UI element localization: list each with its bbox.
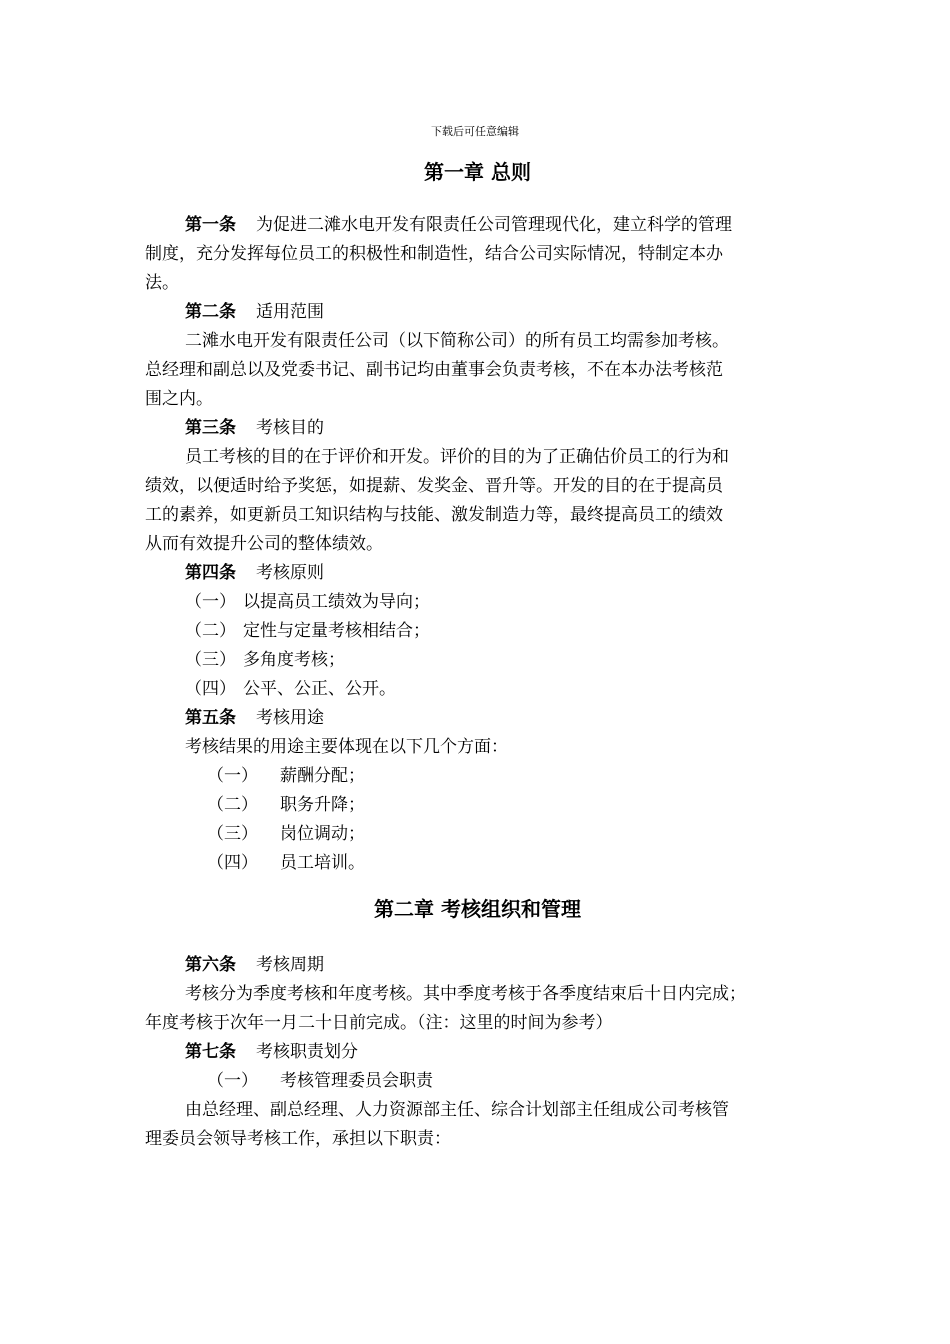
usage-item-number: （三） [207,824,258,844]
article-3-label: 第三条 [185,418,236,438]
document-body [145,156,810,1154]
article-7-subheading [145,1067,810,1096]
usage-item [145,849,810,878]
article-5-heading [145,704,810,733]
article-7-label: 第七条 [185,1042,236,1062]
article-1-label: 第一条 [185,215,236,235]
principle-item-number: （四） [185,679,236,699]
article-7-heading [145,1038,810,1067]
article-7-sub-text: 考核管理委员会职责 [280,1071,433,1091]
article-6-line-1: 考核分为季度考核和年度考核。其中季度考核于各季度结束后十日内完成； [185,984,746,1004]
article-6-heading-text: 考核周期 [256,955,324,975]
usage-item-text: 员工培训。 [280,853,365,873]
principle-item-number: （二） [185,621,236,641]
article-4-label: 第四条 [185,563,236,583]
principle-item-text: 多角度考核； [243,650,345,670]
article-3-heading [145,414,810,443]
principle-item [145,646,810,675]
article-2-label: 第二条 [185,302,236,322]
article-3-line-3: 工的素养，如更新员工知识结构与技能、激发制造力等，最终提高员工的绩效 [145,505,723,525]
article-4-heading-text: 考核原则 [256,563,324,583]
article-2-heading [145,298,810,327]
article-5-heading-text: 考核用途 [256,708,324,728]
article-6-heading [145,951,810,980]
chapter-1-title: 第一章 总则 [424,160,531,184]
principle-item [145,675,810,704]
usage-item-number: （四） [207,853,258,873]
principle-item-text: 公平、公正、公开。 [243,679,396,699]
article-4-heading [145,559,810,588]
principle-item-text: 以提高员工绩效为导向； [243,592,430,612]
article-2-line-3: 围之内。 [145,389,213,409]
principle-item-number: （三） [185,650,236,670]
usage-item-number: （一） [207,766,258,786]
article-5-label: 第五条 [185,708,236,728]
chapter-2-title: 第二章 考核组织和管理 [374,897,581,921]
usage-item [145,791,810,820]
usage-item [145,762,810,791]
article-2-line-2: 总经理和副总以及党委书记、副书记均由董事会负责考核，不在本办法考核范 [145,360,723,380]
article-6-line-2: 年度考核于次年一月二十日前完成。（注：这里的时间为参考） [145,1013,613,1033]
usage-item-text: 职务升降； [280,795,365,815]
principle-item-text: 定性与定量考核相结合； [243,621,430,641]
article-2-heading-text: 适用范围 [256,302,324,322]
principle-item [145,588,810,617]
article-3-line-2: 绩效，以便适时给予奖惩，如提薪、发奖金、晋升等。开发的目的在于提高员 [145,476,723,496]
usage-item [145,820,810,849]
usage-item-number: （二） [207,795,258,815]
article-1-line-2: 制度，充分发挥每位员工的积极性和制造性，结合公司实际情况，特制定本办 [145,244,723,264]
article-3-line-4: 从而有效提升公司的整体绩效。 [145,534,383,554]
article-7-line-2: 理委员会领导考核工作，承担以下职责： [145,1129,451,1149]
article-1-line-1 [145,211,810,240]
article-7-sub-number: （一） [207,1071,258,1091]
article-7-heading-text: 考核职责划分 [256,1042,358,1062]
article-7-line-1: 由总经理、副总经理、人力资源部主任、综合计划部主任组成公司考核管 [185,1100,729,1120]
header-note: 下载后可任意编辑 [431,125,519,138]
principle-item-number: （一） [185,592,236,612]
article-2-line-1: 二滩水电开发有限责任公司（以下简称公司）的所有员工均需参加考核。 [185,331,729,351]
principle-item [145,617,810,646]
article-1-line-3: 法。 [145,273,179,293]
article-1-text-1: 为促进二滩水电开发有限责任公司管理现代化，建立科学的管理 [256,215,732,235]
article-3-heading-text: 考核目的 [256,418,324,438]
article-6-label: 第六条 [185,955,236,975]
usage-item-text: 岗位调动； [280,824,365,844]
article-5-intro: 考核结果的用途主要体现在以下几个方面： [185,737,508,757]
article-3-line-1: 员工考核的目的在于评价和开发。评价的目的为了正确估价员工的行为和 [185,447,729,467]
usage-item-text: 薪酬分配； [280,766,365,786]
